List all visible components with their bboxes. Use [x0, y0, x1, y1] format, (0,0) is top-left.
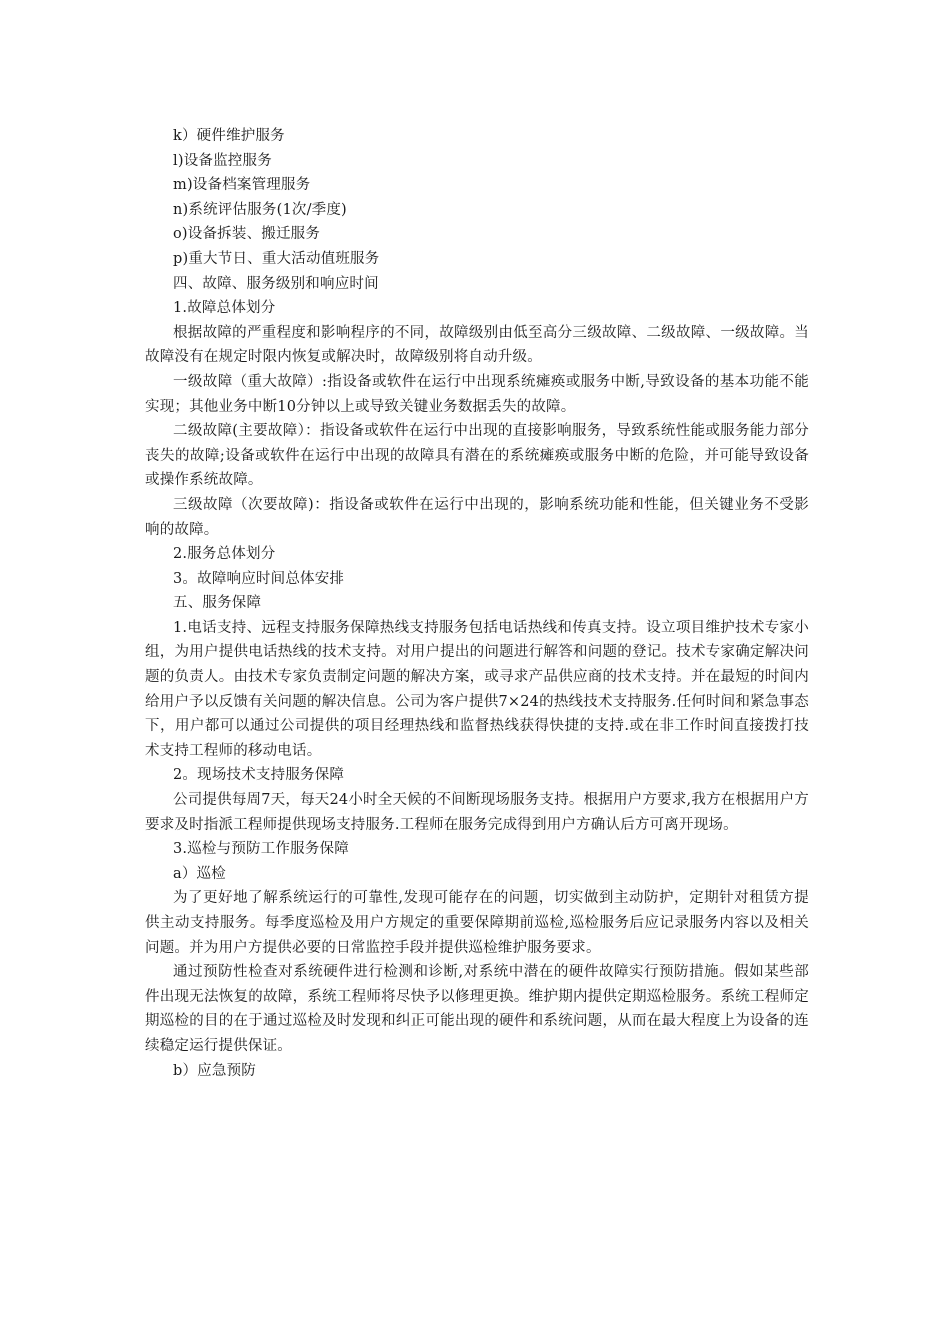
paragraph-level-one-fault: 一级故障（重大故障）:指设备或软件在运行中出现系统瘫痪或服务中断,导致设备的基本功能不能实现；其他业务中断10分钟以上或导致关键业务数据丢失的故障。: [145, 373, 809, 415]
paragraph-fault-overview: 根据故障的严重程度和影响程序的不同，故障级别由低至高分三级故障、二级故障、一级故障。当故障没有在规定时限内恢复或解决时，故障级别将自动升级。: [145, 324, 809, 366]
list-item-system-evaluation: n)系统评估服务(1次/季度): [173, 201, 347, 218]
paragraph-inspection: 为了更好地了解系统运行的可靠性,发现可能存在的问题，切实做到主动防护，定期针对租赁方提供主动支持服务。每季度巡检及用户方规定的重要保障期前巡检,巡检服务后应记录服务内容以及相关问题。并为用户方提供必要的日常监控手段并提供巡检维护服务要求。: [145, 890, 809, 956]
list-item-hardware-maintenance: k）硬件维护服务: [173, 128, 285, 144]
paragraph-preventive-check: 通过预防性检查对系统硬件进行检测和诊断,对系统中潜在的硬件故障实行预防措施。假如某些部件出现无法恢复的故障，系统工程师将尽快予以修理更换。维护期内提供定期巡检服务。系统工程师定期巡检的目的在于通过巡检及时发现和纠正可能出现的硬件和系统问题，从而在最大程度上为设备的连续稳定运行提供保证。: [145, 964, 809, 1054]
list-item-holiday-duty: p)重大节日、重大活动值班服务: [173, 250, 380, 267]
paragraph-onsite-support: 公司提供每周7天，每天24小时全天候的不间断现场服务支持。根据用户方要求,我方在根据用户方要求及时指派工程师提供现场支持服务.工程师在服务完成得到用户方确认后方可离开现场。: [145, 792, 809, 833]
section-heading-service-assurance: 五、服务保障: [173, 595, 262, 612]
subheading-onsite-support: 2。现场技术支持服务保障: [173, 767, 345, 784]
section-heading-fault-levels: 四、故障、服务级别和响应时间: [173, 275, 379, 292]
subheading-response-time: 3。故障响应时间总体安排: [173, 570, 345, 587]
subheading-inspection: a）巡检: [173, 865, 226, 882]
subheading-fault-classification: 1.故障总体划分: [173, 300, 276, 317]
list-item-device-monitoring: l)设备监控服务: [173, 152, 272, 169]
list-item-device-relocation: o)设备拆装、搬迁服务: [173, 226, 321, 243]
paragraph-level-two-fault: 二级故障(主要故障）：指设备或软件在运行中出现的直接影响服务，导致系统性能或服务能力部分丧失的故障;设备或软件在运行中出现的故障具有潜在的系统瘫痪或服务中断的危险，并可能导致设备或操作系统故障。: [145, 423, 809, 489]
list-item-device-archive: m)设备档案管理服务: [173, 177, 311, 194]
paragraph-phone-remote-support: 1.电话支持、远程支持服务保障热线支持服务包括电话热线和传真支持。设立项目维护技术专家小组，为用户提供电话热线的技术支持。对用户提出的问题进行解答和问题的登记。技术专家确定解决问题的负责人。由技术专家负责制定问题的解决方案，或寻求产品供应商的技术支持。并在最短的时间内给用户予以反馈有关问题的解决信息。公司为客户提供7×24的热线技术支持服务.任何时间和紧急事态下，用户都可以通过公司提供的项目经理热线和监督热线获得快捷的支持.或在非工作时间直接拨打技术支持工程师的移动电话。: [145, 619, 809, 759]
paragraph-level-three-fault: 三级故障（次要故障)：指设备或软件在运行中出现的，影响系统功能和性能，但关键业务不受影响的故障。: [145, 496, 809, 538]
subheading-inspection-prevention: 3.巡检与预防工作服务保障: [173, 841, 349, 858]
document-body: [145, 124, 809, 1083]
subheading-emergency-prevention: b）应急预防: [173, 1062, 256, 1079]
subheading-service-classification: 2.服务总体划分: [173, 546, 276, 563]
